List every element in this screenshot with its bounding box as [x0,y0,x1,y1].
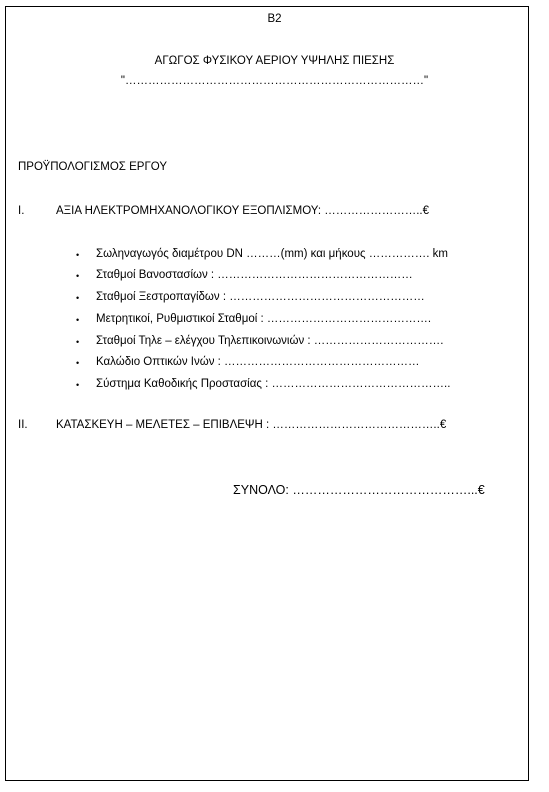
list-item-valve-stations: Σταθμοί Βανοστασίων : …………………………………………… [96,269,413,281]
project-name-placeholder: "……………………………………………………………………" [120,75,429,87]
list-item-telecontrol-stations: Σταθμοί Τηλε – ελέγχου Τηλεπικοινωνιών : ……………………………. [96,335,444,347]
bullet-icon: • [76,271,80,281]
bullet-icon: • [76,293,80,303]
page-code: Β2 [267,13,282,25]
section-heading: ΠΡΟΫΠΟΛΟΓΙΣΜΟΣ ΕΡΓΟΥ [18,161,168,173]
page-border [5,6,529,781]
list-item-fiber-cable: Καλώδιο Οπτικών Ινών : …………………………………………… [96,356,420,368]
list-item-metering-stations: Μετρητικοί, Ρυθμιστικοί Σταθμοί : ……………………………………. [96,313,432,325]
section-ii-text: ΚΑΤΑΣΚΕΥΗ – ΜΕΛΕΤΕΣ – ΕΠΙΒΛΕΨΗ : ……………………………………..€ [56,419,447,431]
section-i-numeral: Ι. [18,205,25,217]
bullet-icon: • [76,358,80,368]
total-line: ΣΥΝΟΛΟ: ……………………………………...€ [233,483,485,497]
list-item-cathodic-protection: Σύστημα Καθοδικής Προστασίας : ……………………………………….. [96,378,451,390]
document-title: ΑΓΩΓΟΣ ΦΥΣΙΚΟΥ ΑΕΡΙΟΥ ΥΨΗΛΗΣ ΠΙΕΣΗΣ [154,55,395,67]
section-i-text: ΑΞΙΑ ΗΛΕΚΤΡΟΜΗΧΑΝΟΛΟΓΙΚΟΥ ΕΞΟΠΛΙΣΜΟΥ: ……………………..€ [56,205,430,217]
bullet-icon: • [76,315,80,325]
bullet-icon: • [76,250,80,260]
list-item-pig-traps: Σταθμοί Ξεστροπαγίδων : …………………………………………… [96,291,425,303]
bullet-icon: • [76,337,80,347]
bullet-icon: • [76,380,80,390]
list-item-pipeline: Σωληναγωγός διαμέτρου DN ………(mm) και μήκους ……………. km [96,248,448,260]
section-ii-numeral: ΙΙ. [18,419,28,431]
